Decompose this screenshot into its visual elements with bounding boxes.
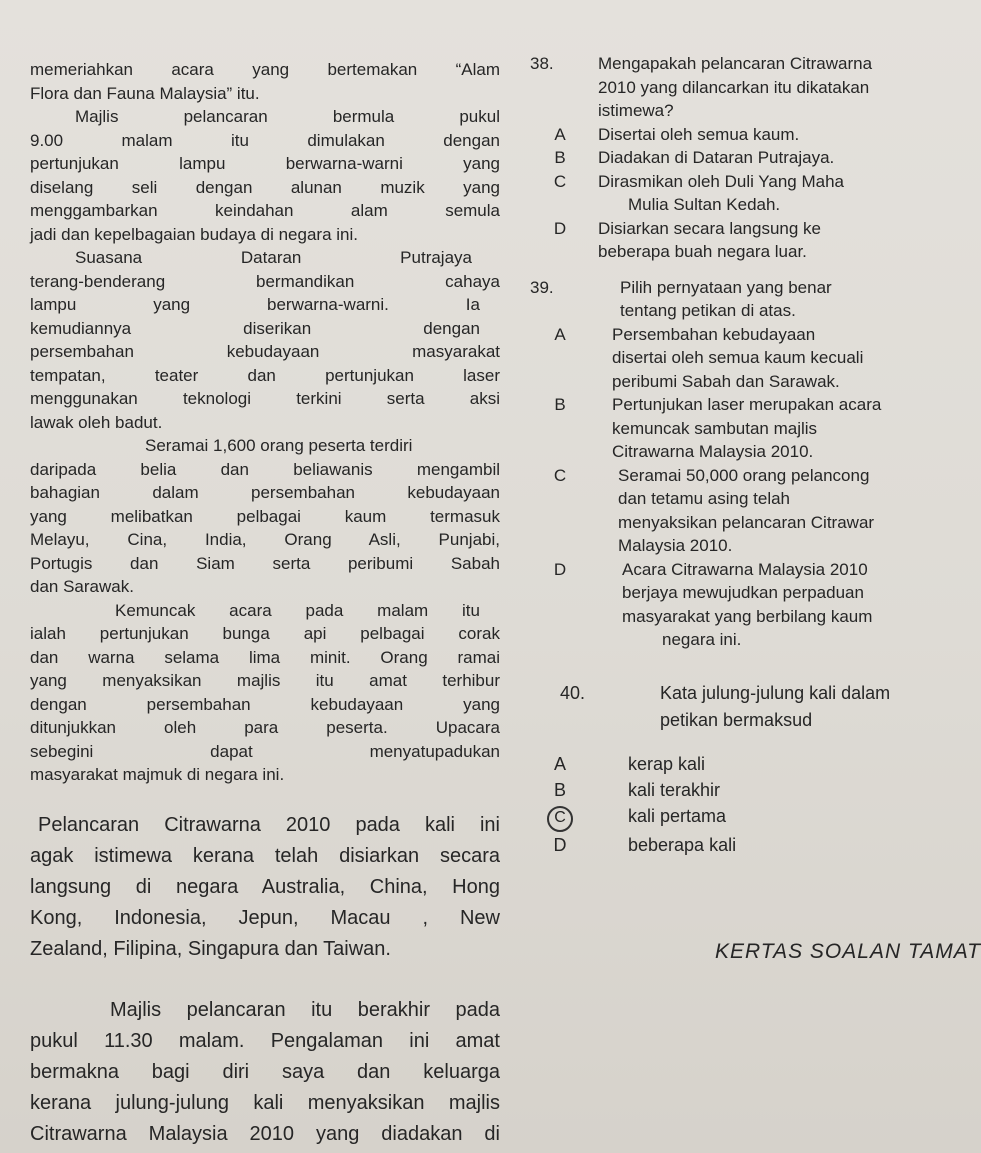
passage-line: tempatan, teater dan pertunjukan laser bbox=[30, 365, 500, 385]
passage-line: Melayu, Cina, India, Orang Asli, Punjabi, bbox=[30, 530, 500, 549]
option-text: Acara Citrawarna Malaysia 2010 bbox=[622, 559, 868, 579]
option-label bbox=[522, 803, 598, 832]
option-text: Seramai 50,000 orang pelancong bbox=[618, 465, 870, 485]
question-number: 40. bbox=[560, 682, 586, 703]
passage-line: pukul 11.30 malam. Pengalaman ini amat bbox=[30, 1030, 500, 1052]
option-text: kali pertama bbox=[628, 805, 727, 826]
passage-line: ialah pertunjukan bunga api pelbagai corak bbox=[30, 624, 500, 643]
option-text: menyaksikan pelancaran Citrawar bbox=[618, 512, 875, 532]
option-text: Disertai oleh semua kaum. bbox=[598, 124, 800, 144]
passage-line: masyarakat majmuk di negara ini. bbox=[30, 765, 285, 784]
passage-column bbox=[30, 58, 500, 787]
passage-line: memeriahkan acara yang bertemakan “Alam bbox=[30, 60, 500, 79]
question-stem: 2010 yang dilancarkan itu dikatakan bbox=[598, 77, 870, 97]
question-stem: istimewa? bbox=[598, 101, 674, 120]
question-body bbox=[598, 276, 942, 323]
option-c[interactable] bbox=[530, 803, 942, 832]
option-c[interactable] bbox=[530, 170, 942, 217]
option-text: masyarakat yang berbilang kaum bbox=[622, 606, 873, 626]
passage-lower-block bbox=[30, 810, 500, 1150]
option-text: Diadakan di Dataran Putrajaya. bbox=[598, 148, 835, 167]
passage-line: kerana julung-julung kali menyaksikan majlis bbox=[30, 1092, 500, 1114]
passage-line: Kong, Indonesia, Jepun, Macau , New bbox=[30, 907, 500, 929]
passage-line: Majlis pelancaran bermula pukul bbox=[75, 107, 500, 126]
passage-line: Pelancaran Citrawarna 2010 pada kali ini bbox=[38, 814, 500, 836]
selected-answer-circle: C bbox=[547, 806, 573, 832]
passage-line: daripada belia dan beliawanis mengambil bbox=[30, 459, 500, 479]
question-stem: Kata julung-julung kali dalam bbox=[660, 682, 891, 703]
option-text: peribumi Sabah dan Sarawak. bbox=[612, 371, 840, 391]
option-text: dan tetamu asing telah bbox=[618, 489, 791, 508]
option-label: A bbox=[554, 324, 566, 344]
passage-line: dengan persembahan kebudayaan yang bbox=[30, 694, 500, 714]
option-label: B bbox=[554, 395, 566, 414]
option-text: negara ini. bbox=[662, 630, 742, 649]
option-label: D bbox=[553, 559, 567, 579]
passage-line: menggunakan teknologi terkini serta aksi bbox=[30, 389, 500, 408]
option-text: Disiarkan secara langsung ke bbox=[598, 218, 822, 238]
option-label: C bbox=[553, 171, 567, 191]
passage-line: dan Sarawak. bbox=[30, 577, 134, 596]
passage-line: menggambarkan keindahan alam semula bbox=[30, 201, 500, 220]
option-label: A bbox=[554, 124, 566, 144]
passage-line: agak istimewa kerana telah disiarkan secara bbox=[30, 845, 500, 867]
option-d[interactable] bbox=[530, 832, 942, 858]
passage-line: lampu yang berwarna-warni. Ia bbox=[30, 295, 480, 314]
passage-line: kemudiannya diserikan dengan bbox=[30, 318, 480, 338]
question-stem: tentang petikan di atas. bbox=[620, 301, 796, 320]
passage-line: Zealand, Filipina, Singapura dan Taiwan. bbox=[30, 938, 391, 960]
passage-line: langsung di negara Australia, China, Hong bbox=[30, 876, 500, 898]
option-b[interactable] bbox=[530, 777, 942, 803]
option-label: A bbox=[553, 753, 566, 774]
option-a[interactable] bbox=[530, 323, 942, 394]
passage-line: Portugis dan Siam serta peribumi Sabah bbox=[30, 553, 500, 573]
option-text: Mulia Sultan Kedah. bbox=[628, 195, 781, 214]
passage-line: Seramai 1,600 orang peserta terdiri bbox=[145, 436, 413, 455]
option-label: D bbox=[553, 834, 567, 855]
question-39 bbox=[530, 276, 942, 323]
option-d[interactable] bbox=[530, 217, 942, 264]
passage-line: ditunjukkan oleh para peserta. Upacara bbox=[30, 718, 500, 737]
passage-line: yang menyaksikan majlis itu amat terhibur bbox=[30, 671, 500, 690]
passage-line: Kemuncak acara pada malam itu bbox=[115, 600, 480, 620]
option-d[interactable] bbox=[530, 558, 942, 652]
passage-line: Suasana Dataran Putrajaya bbox=[75, 248, 472, 267]
passage-line: lawak oleh badut. bbox=[30, 412, 163, 432]
option-label: D bbox=[553, 218, 567, 238]
option-text: Persembahan kebudayaan bbox=[612, 324, 816, 344]
option-text: berjaya mewujudkan perpaduan bbox=[622, 583, 864, 602]
option-b[interactable] bbox=[530, 393, 942, 464]
question-38 bbox=[530, 52, 942, 123]
passage-line: yang melibatkan pelbagai kaum termasuk bbox=[30, 506, 500, 526]
passage-line: pertunjukan lampu berwarna-warni yang bbox=[30, 154, 500, 173]
option-b[interactable] bbox=[530, 146, 942, 170]
option-text: disertai oleh semua kaum kecuali bbox=[612, 348, 864, 367]
passage-line: sebegini dapat menyatupadukan bbox=[30, 741, 500, 761]
end-of-paper-label: KERTAS SOALAN TAMAT bbox=[715, 940, 981, 963]
passage-line: Flora dan Fauna Malaysia” itu. bbox=[30, 83, 260, 103]
option-text: beberapa buah negara luar. bbox=[598, 242, 807, 261]
question-stem: Mengapakah pelancaran Citrawarna bbox=[598, 54, 873, 73]
option-c[interactable] bbox=[530, 464, 942, 558]
option-text: Pertunjukan laser merupakan acara bbox=[612, 395, 882, 414]
passage-line: dan warna selama lima minit. Orang ramai bbox=[30, 647, 500, 667]
passage-line: diselang seli dengan alunan muzik yang bbox=[30, 177, 500, 197]
question-stem: Pilih pernyataan yang benar bbox=[620, 277, 832, 297]
passage-line: bermakna bagi diri saya dan keluarga bbox=[30, 1061, 500, 1083]
passage-line: persembahan kebudayaan masyarakat bbox=[30, 342, 500, 361]
questions-column bbox=[530, 52, 942, 858]
passage-line: Citrawarna Malaysia 2010 yang diadakan di bbox=[30, 1123, 500, 1145]
question-stem: petikan bermaksud bbox=[660, 710, 813, 730]
option-text: Dirasmikan oleh Duli Yang Maha bbox=[598, 171, 844, 191]
option-text: Citrawarna Malaysia 2010. bbox=[612, 442, 814, 461]
passage-line: terang-benderang bermandikan cahaya bbox=[30, 271, 500, 291]
option-label: C bbox=[553, 465, 567, 485]
option-a[interactable] bbox=[530, 751, 942, 777]
option-label: B bbox=[553, 779, 566, 800]
question-number: 39. bbox=[530, 277, 554, 297]
option-text: kerap kali bbox=[628, 753, 706, 774]
option-text: beberapa kali bbox=[628, 834, 737, 855]
option-text: kali terakhir bbox=[628, 779, 721, 800]
question-number: 38. bbox=[530, 54, 554, 73]
passage-line: 9.00 malam itu dimulakan dengan bbox=[30, 130, 500, 150]
option-a[interactable] bbox=[530, 123, 942, 147]
option-text: kemuncak sambutan majlis bbox=[612, 418, 818, 438]
option-label: B bbox=[554, 148, 566, 167]
passage-line: Majlis pelancaran itu berakhir pada bbox=[110, 999, 500, 1021]
passage-line: bahagian dalam persembahan kebudayaan bbox=[30, 483, 500, 502]
question-40 bbox=[530, 682, 942, 733]
option-text: Malaysia 2010. bbox=[618, 536, 733, 555]
question-body bbox=[660, 682, 942, 733]
question-body bbox=[598, 52, 942, 123]
passage-line: jadi dan kepelbagaian budaya di negara ini. bbox=[30, 224, 358, 244]
